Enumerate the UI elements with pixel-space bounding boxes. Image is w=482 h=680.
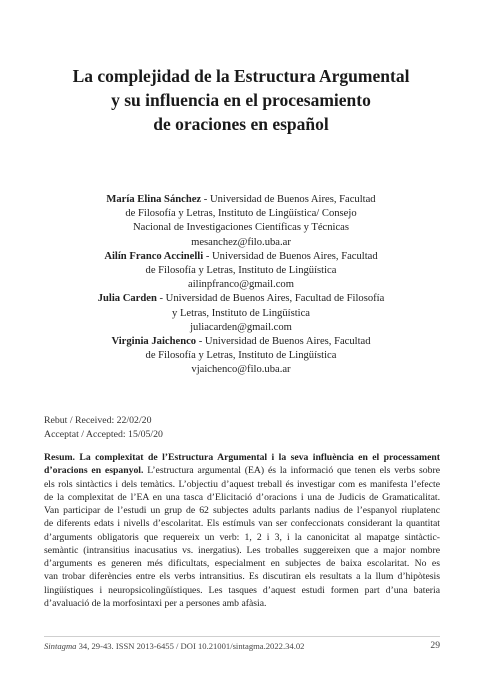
author-name: Ailín Franco Accinelli xyxy=(104,250,204,262)
affiliation-line: de Filosofía y Letras, Instituto de Lingüística/ Consejo xyxy=(125,208,357,220)
title-line: y su influencia en el procesamiento xyxy=(111,90,371,110)
affiliation-text: - Universidad de Buenos Aires, Facultad xyxy=(203,250,378,262)
abstract-line: semàntic (intransitius inacusatius vs. inergatius). Les troballes suggereixen que a major nombre xyxy=(44,544,440,556)
abstract-heading-cont: d’oracions en espanyol. xyxy=(44,465,144,477)
article-title xyxy=(40,64,442,136)
author-email: mesanchez@filo.uba.ar xyxy=(191,236,291,248)
affiliation-text: - Universidad de Buenos Aires, Facultad xyxy=(201,194,376,205)
affiliation-line: de Filosofía y Letras, Instituto de Lingüística xyxy=(145,350,337,362)
author-line xyxy=(70,250,412,264)
author-line xyxy=(70,292,412,306)
affiliation-line: Nacional de Investigaciones Científicas y Técnicas xyxy=(132,222,349,234)
page-number: 29 xyxy=(430,640,440,651)
title-line: La complejidad de la Estructura Argumental xyxy=(72,66,410,86)
abstract-line: lingüístiques i neuropsicolingüístiques. Les tasques d’aquest estudi formen part d’una bateria xyxy=(44,584,440,596)
author-name: Virginia Jaichenco xyxy=(111,336,197,348)
abstract-line: d’arguments obligatoris que requereix un verb: 1, 2 i 3, i la canonicitat al mapatge sintàctic- xyxy=(44,531,440,543)
citation-details: 34, 29-43. ISSN 2013-6455 / DOI 10.21001/sintagma.2022.34.02 xyxy=(76,641,305,651)
abstract-line: de la complexitat de l’EA en una tasca d’Elicitació d’oracions i una de Judicis de Gramaticalitat. xyxy=(44,491,440,503)
footer-divider xyxy=(44,636,440,637)
author-name: Julia Carden xyxy=(97,293,157,305)
author-line xyxy=(70,193,412,207)
author-line xyxy=(70,335,412,349)
affiliation-line: y Letras, Instituto de Lingüística xyxy=(172,307,310,319)
author-email: juliacarden@gmail.com xyxy=(190,321,292,333)
abstract-line xyxy=(44,451,440,464)
abstract-line: de diferents edats i nivells d’escolaritat. Els estímuls van ser confeccionats considerant la quantitat xyxy=(44,518,440,530)
abstract-line: van trobar diferències entre els verbs intransitius. Es discutiran els resultats a la llum d’hipòtesis xyxy=(44,571,440,583)
abstract-text: L’estructura argumental (EA) és la informació que tenen els verbs sobre xyxy=(143,465,440,477)
affiliation-text: - Universidad de Buenos Aires, Facultad xyxy=(196,336,371,348)
abstract-line: Van participar de l’estudi un grup de 62 subjectes adults parlants nadius de l’espanyol riuplatenc xyxy=(44,505,440,516)
abstract xyxy=(44,451,440,610)
abstract-line: els rols sintàctics i dels temàtics. L’objectiu d’aquest treball és investigar com es manifesta l’efecte xyxy=(44,478,440,490)
abstract-line: d’avaluació de la morfosintaxi per a persones amb afàsia. xyxy=(44,597,267,609)
affiliation-text: - Universidad de Buenos Aires, Facultad de Filosofía xyxy=(156,293,385,305)
affiliation-line: de Filosofía y Letras, Instituto de Lingüística xyxy=(145,265,337,277)
submission-dates xyxy=(44,414,163,441)
page-footer xyxy=(44,640,440,652)
author-email: vjaichenco@filo.uba.ar xyxy=(191,364,291,376)
author-email: ailinpfranco@gmail.com xyxy=(188,279,294,291)
abstract-line: d’arguments es generen més dificultats, especialment en subjectes de baixa escolaritat. No es xyxy=(44,558,440,569)
received-date: Rebut / Received: 22/02/20 xyxy=(44,415,152,426)
title-line: de oraciones en español xyxy=(153,114,329,134)
journal-name: Sintagma xyxy=(44,641,77,651)
author-affiliations xyxy=(70,193,412,378)
footer-citation xyxy=(44,641,304,651)
accepted-date: Acceptat / Accepted: 15/05/20 xyxy=(44,428,163,440)
abstract-line xyxy=(44,464,440,477)
author-name: María Elina Sánchez xyxy=(106,194,202,205)
abstract-heading: Resum. La complexitat de l’Estructura Argumental i la seva influència en el processament xyxy=(44,452,440,463)
